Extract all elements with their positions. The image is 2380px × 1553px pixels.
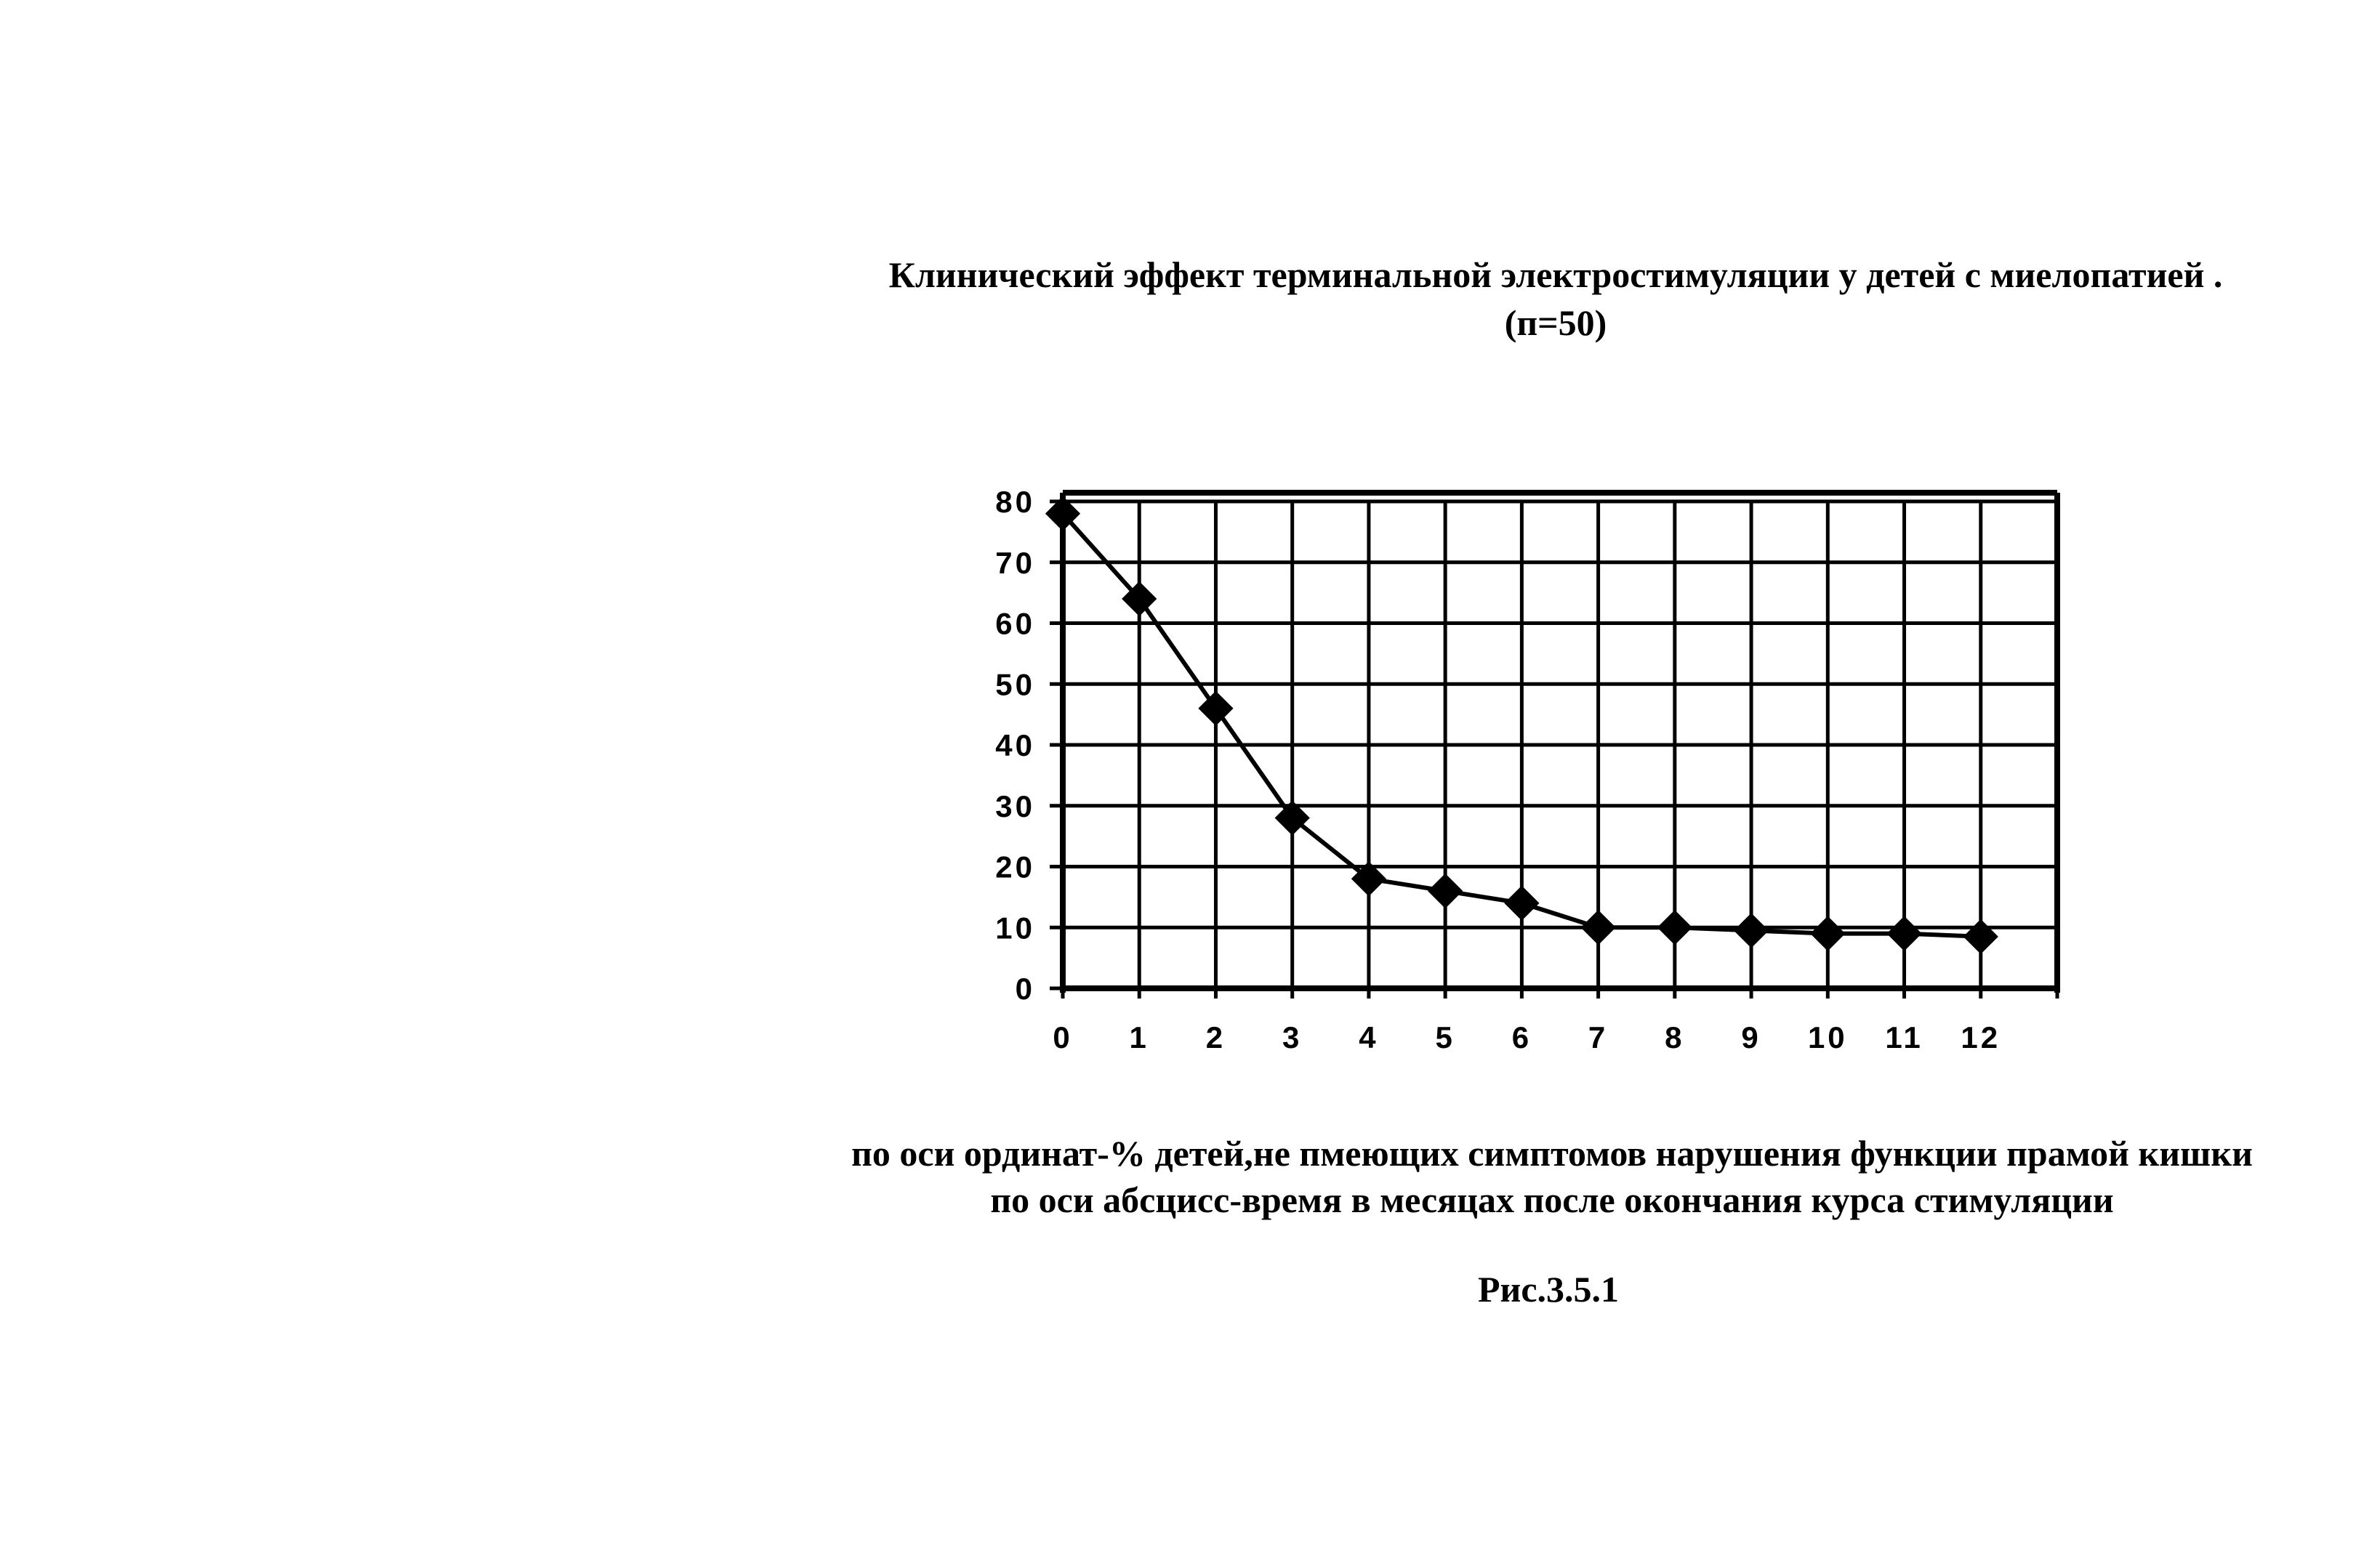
x-tick-label: 9 bbox=[1741, 1020, 1761, 1054]
y-tick-label: 20 bbox=[995, 850, 1035, 884]
data-point-marker bbox=[1812, 918, 1844, 950]
data-point-marker bbox=[1735, 914, 1767, 946]
x-tick-label: 2 bbox=[1205, 1020, 1226, 1054]
x-axis-note: по оси абсцисс-время в месяцах после окончания курса стимуляции bbox=[990, 1179, 2114, 1220]
x-tick-label: 8 bbox=[1665, 1020, 1685, 1054]
y-tick-label: 30 bbox=[995, 788, 1035, 823]
chart-subtitle: (п=50) bbox=[1504, 302, 1607, 343]
x-tick-label: 5 bbox=[1435, 1020, 1455, 1054]
chart-title-block bbox=[741, 251, 2370, 347]
x-tick-label: 0 bbox=[1053, 1020, 1073, 1054]
data-point-marker bbox=[1199, 693, 1231, 725]
data-point-marker bbox=[1659, 911, 1691, 943]
x-tick-label: 4 bbox=[1359, 1020, 1379, 1054]
x-tick-label: 6 bbox=[1511, 1020, 1532, 1054]
y-tick-label: 70 bbox=[995, 545, 1035, 580]
tick-label-layer bbox=[995, 485, 2001, 1054]
y-tick-label: 10 bbox=[995, 911, 1035, 945]
y-axis-note: по оси ординат-% детей,не пмеющих симптомов нарушения функции прамой кишки bbox=[851, 1133, 2253, 1174]
y-tick-label: 60 bbox=[995, 606, 1035, 641]
y-tick-label: 0 bbox=[1015, 972, 1035, 1006]
data-point-marker bbox=[1889, 918, 1921, 950]
data-point-marker bbox=[1429, 875, 1461, 907]
y-tick-label: 80 bbox=[995, 485, 1035, 519]
x-tick-label: 1 bbox=[1129, 1020, 1149, 1054]
data-point-marker bbox=[1583, 911, 1615, 943]
data-point-marker bbox=[1965, 921, 1997, 953]
x-tick-label: 11 bbox=[1885, 1020, 1923, 1054]
chart-title: Клинический эффект терминальной электростимуляции у детей с миелопатией . bbox=[888, 254, 2223, 295]
x-tick-label: 12 bbox=[1961, 1020, 2001, 1054]
axis-notes bbox=[720, 1130, 2380, 1223]
x-tick-label: 10 bbox=[1807, 1020, 1848, 1054]
x-tick-label: 7 bbox=[1588, 1020, 1609, 1054]
data-point-marker bbox=[1505, 887, 1537, 919]
x-tick-label: 3 bbox=[1282, 1020, 1303, 1054]
figure-caption: Рис.3.5.1 bbox=[1477, 1269, 1620, 1310]
y-tick-label: 40 bbox=[995, 728, 1035, 762]
y-tick-label: 50 bbox=[995, 667, 1035, 702]
line-chart bbox=[945, 472, 2079, 1068]
